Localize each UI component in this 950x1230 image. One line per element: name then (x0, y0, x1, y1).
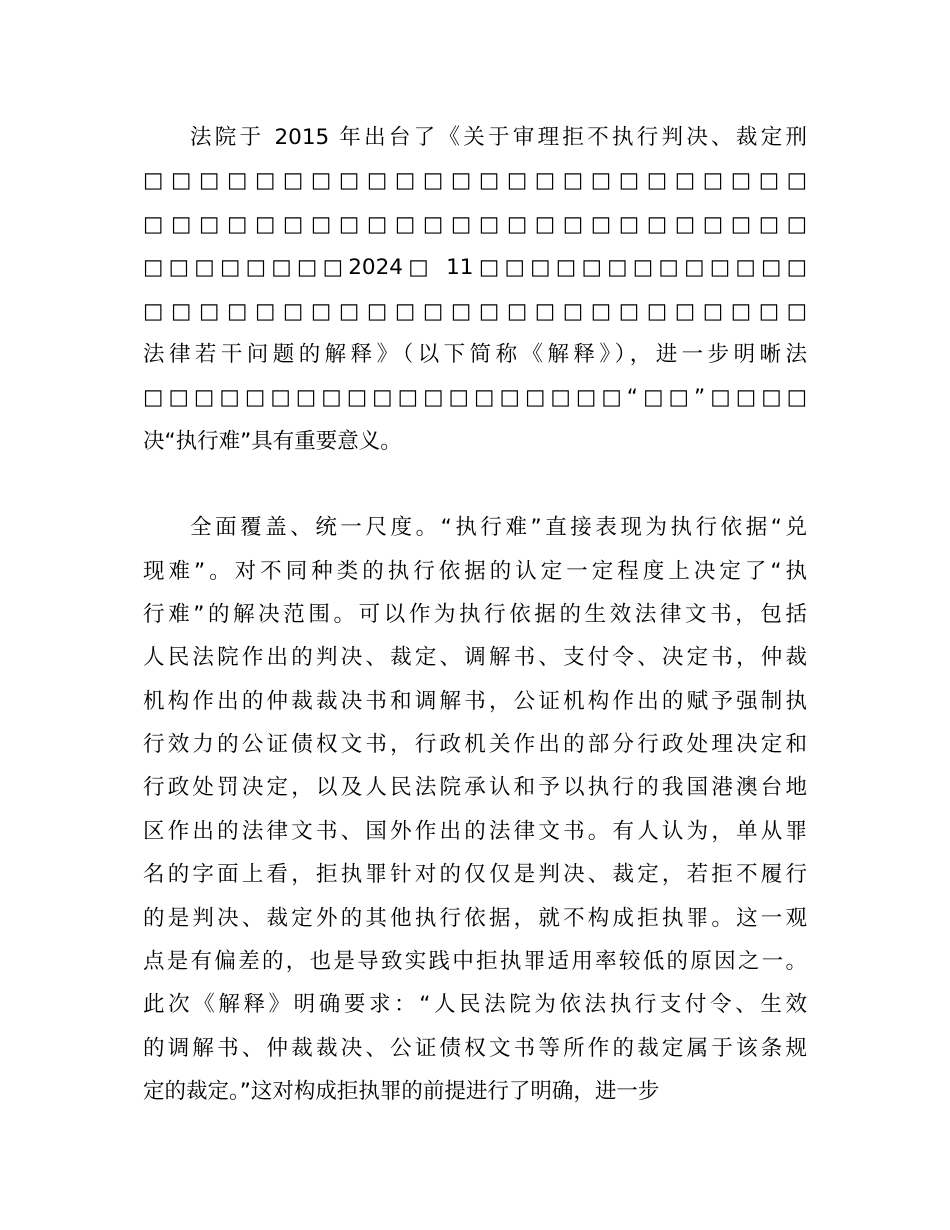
paragraph-1 (143, 121, 807, 468)
text-line: 区作出的法律文书、国外作出的法律文书。有人认为，单从罪 (143, 818, 807, 844)
text-line: 法律若干问题的解释》（以下简称《解释》），进一步明晰法 (143, 341, 807, 367)
text-line: 全面覆盖、统一尺度。“执行难”直接表现为执行依据“兑 (190, 515, 807, 541)
text-line: 定的裁定。”这对构成拒执罪的前提进行了明确，进一步 (143, 1079, 660, 1105)
text-line: 现难”。对不同种类的执行依据的认定一定程度上决定了“执 (143, 558, 807, 584)
text-line: □□□□□□□□□□□□□□□□□□□□□□□□ (143, 298, 807, 324)
text-line: 行难”的解决范围。可以作为执行依据的生效法律文书，包括 (143, 601, 807, 627)
text-line: □□□□□□□□□□□□□□□□□□□“□□”□□□□ (143, 385, 807, 411)
text-line: □□□□□□□□□□□□□□□□□□□□□□□□ (143, 168, 807, 194)
text-line: 法院于 2015 年出台了《关于审理拒不执行判决、裁定刑 (190, 125, 807, 150)
text-line: 行效力的公证债权文书，行政机关作出的部分行政处理决定和 (143, 732, 807, 758)
paragraph-2 (143, 511, 807, 1118)
text-line: 名的字面上看，拒执罪针对的仅仅是判决、裁定，若拒不履行 (143, 862, 807, 888)
text-line: 行政处罚决定，以及人民法院承认和予以执行的我国港澳台地 (143, 775, 807, 801)
text-line: 点是有偏差的，也是导致实践中拒执罪适用率较低的原因之一。 (143, 949, 807, 975)
text-line: □□□□□□□□□□□□□□□□□□□□□□□□ (143, 211, 807, 237)
text-line: □□□□□□□□2024□ 11□□□□□□□□□□□□□ (143, 255, 807, 281)
text-line: 决“执行难”具有重要意义。 (143, 428, 402, 454)
document-page (143, 121, 807, 1119)
text-line: 此次《解释》明确要求：“人民法院为依法执行支付令、生效 (143, 992, 807, 1018)
text-line: 的调解书、仲裁裁决、公证债权文书等所作的裁定属于该条规 (143, 1035, 807, 1061)
text-line: 机构作出的仲裁裁决书和调解书，公证机构作出的赋予强制执 (143, 688, 807, 714)
text-line: 的是判决、裁定外的其他执行依据，就不构成拒执罪。这一观 (143, 905, 807, 931)
text-line: 人民法院作出的判决、裁定、调解书、支付令、决定书，仲裁 (143, 645, 807, 671)
